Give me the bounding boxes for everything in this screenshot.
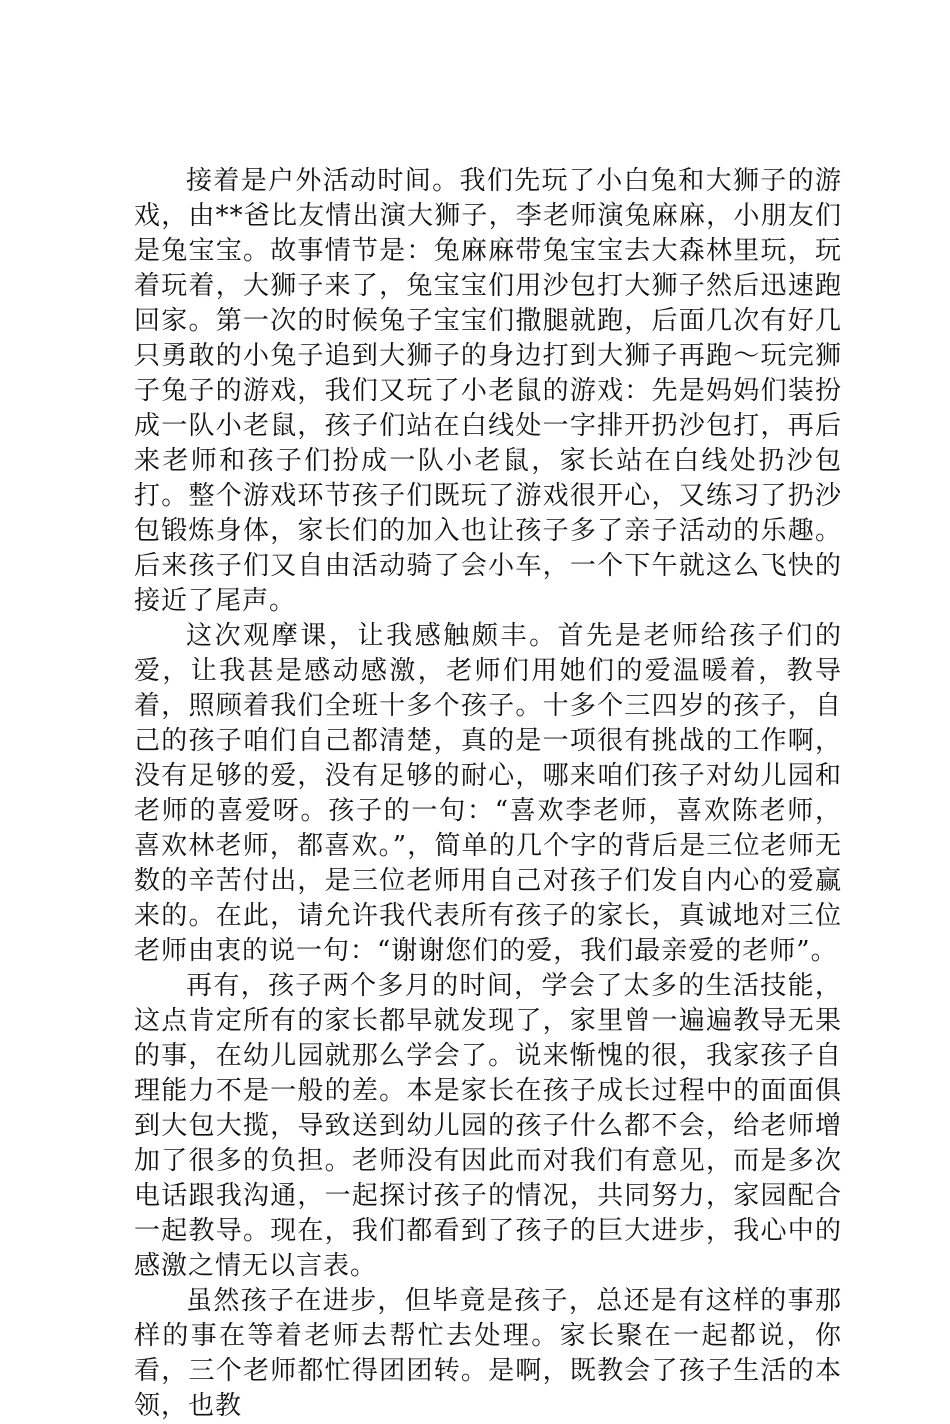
paragraph-teachers-busy: 虽然孩子在进步，但毕竟是孩子，总还是有这样的事那样的事在等着老师去帮忙去处理。家长聚在一起都说，你看，三个老师都忙得团团转。是啊，既教会了孩子生活的本领，也教	[134, 1286, 842, 1421]
document-body	[134, 164, 842, 1424]
paragraph-observation-class: 这次观摩课，让我感触颇丰。首先是老师给孩子们的爱，让我甚是感动感激，老师们用她们的爱温暖着，教导着，照顾着我们全班十多个孩子。十多个三四岁的孩子，自己的孩子咱们自己都清楚，真的是一项很有挑战的工作啊，没有足够的爱，没有足够的耐心，哪来咱们孩子对幼儿园和老师的喜爱呀。孩子的一句：“喜欢李老师，喜欢陈老师，喜欢林老师，都喜欢。”，简单的几个字的背后是三位老师无数的辛苦付出，是三位老师用自己对孩子们发自内心的爱赢来的。在此，请允许我代表所有孩子的家长，真诚地对三位老师由衷的说一句：“谢谢您们的爱，我们最亲爱的老师”。	[134, 621, 842, 966]
paragraph-outdoor-activity: 接着是户外活动时间。我们先玩了小白兔和大狮子的游戏，由**爸比友情出演大狮子，李老师演兔麻麻，小朋友们是兔宝宝。故事情节是：兔麻麻带兔宝宝去大森林里玩，玩着玩着，大狮子来了，兔宝宝们用沙包打大狮子然后迅速跑回家。第一次的时候兔子宝宝们撒腿就跑，后面几次有好几只勇敢的小兔子追到大狮子的身边打到大狮子再跑～玩完狮子兔子的游戏，我们又玩了小老鼠的游戏：先是妈妈们装扮成一队小老鼠，孩子们站在白线处一字排开扔沙包打，再后来老师和孩子们扮成一队小老鼠，家长站在白线处扔沙包打。整个游戏环节孩子们既玩了游戏很开心，又练习了扔沙包锻炼身体，家长们的加入也让孩子多了亲子活动的乐趣。后来孩子们又自由活动骑了会小车，一个下午就这么飞快的接近了尾声。	[134, 166, 842, 616]
paragraph-life-skills: 再有，孩子两个多月的时间，学会了太多的生活技能，这点肯定所有的家长都早就发现了，家里曾一遍遍教导无果的事，在幼儿园就那么学会了。说来惭愧的很，我家孩子自理能力不是一般的差。本是家长在孩子成长过程中的面面俱到大包大揽，导致送到幼儿园的孩子什么都不会，给老师增加了很多的负担。老师没有因此而对我们有意见，而是多次电话跟我沟通，一起探讨孩子的情况，共同努力，家园配合一起教导。现在，我们都看到了孩子的巨大进步，我心中的感激之情无以言表。	[134, 971, 842, 1281]
